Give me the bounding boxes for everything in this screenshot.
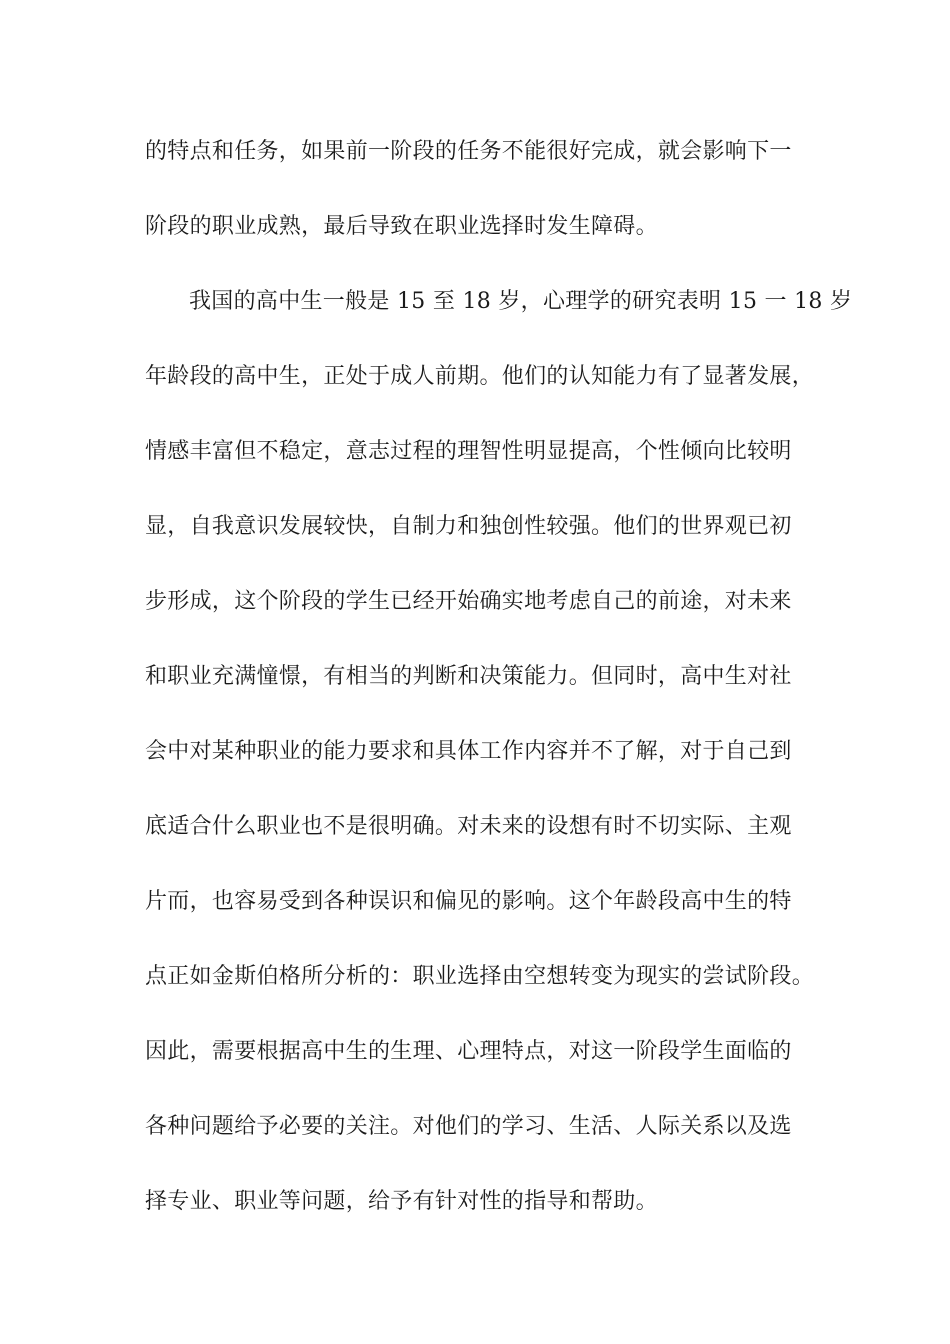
text-line: 阶段的职业成熟，最后导致在职业选择时发生障碍。	[145, 214, 658, 239]
text-line: 各种问题给予必要的关注。对他们的学习、生活、人际关系以及选	[145, 1114, 792, 1139]
text-line: 点正如金斯伯格所分析的：职业选择由空想转变为现实的尝试阶段。	[145, 964, 815, 989]
text-line: 和职业充满憧憬，有相当的判断和决策能力。但同时，高中生对社	[145, 664, 792, 689]
text-line: 显，自我意识发展较快，自制力和独创性较强。他们的世界观已初	[145, 514, 792, 539]
paragraph-start-line: 我国的高中生一般是 15 至 18 岁，心理学的研究表明 15 一 18 岁	[189, 289, 853, 314]
text-line: 会中对某种职业的能力要求和具体工作内容并不了解，对于自己到	[145, 739, 792, 764]
text-line: 因此，需要根据高中生的生理、心理特点，对这一阶段学生面临的	[145, 1039, 792, 1064]
text-line: 择专业、职业等问题，给予有针对性的指导和帮助。	[145, 1189, 658, 1214]
text-line: 底适合什么职业也不是很明确。对未来的设想有时不切实际、主观	[145, 814, 792, 839]
text-line: 片而，也容易受到各种误识和偏见的影响。这个年龄段高中生的特	[145, 889, 792, 914]
text-line: 情感丰富但不稳定，意志过程的理智性明显提高，个性倾向比较明	[145, 439, 792, 464]
text-line: 的特点和任务，如果前一阶段的任务不能很好完成，就会影响下一	[145, 139, 792, 164]
text-line: 年龄段的高中生，正处于成人前期。他们的认知能力有了显著发展，	[145, 364, 815, 389]
text-line: 步形成，这个阶段的学生已经开始确实地考虑自己的前途，对未来	[145, 589, 792, 614]
